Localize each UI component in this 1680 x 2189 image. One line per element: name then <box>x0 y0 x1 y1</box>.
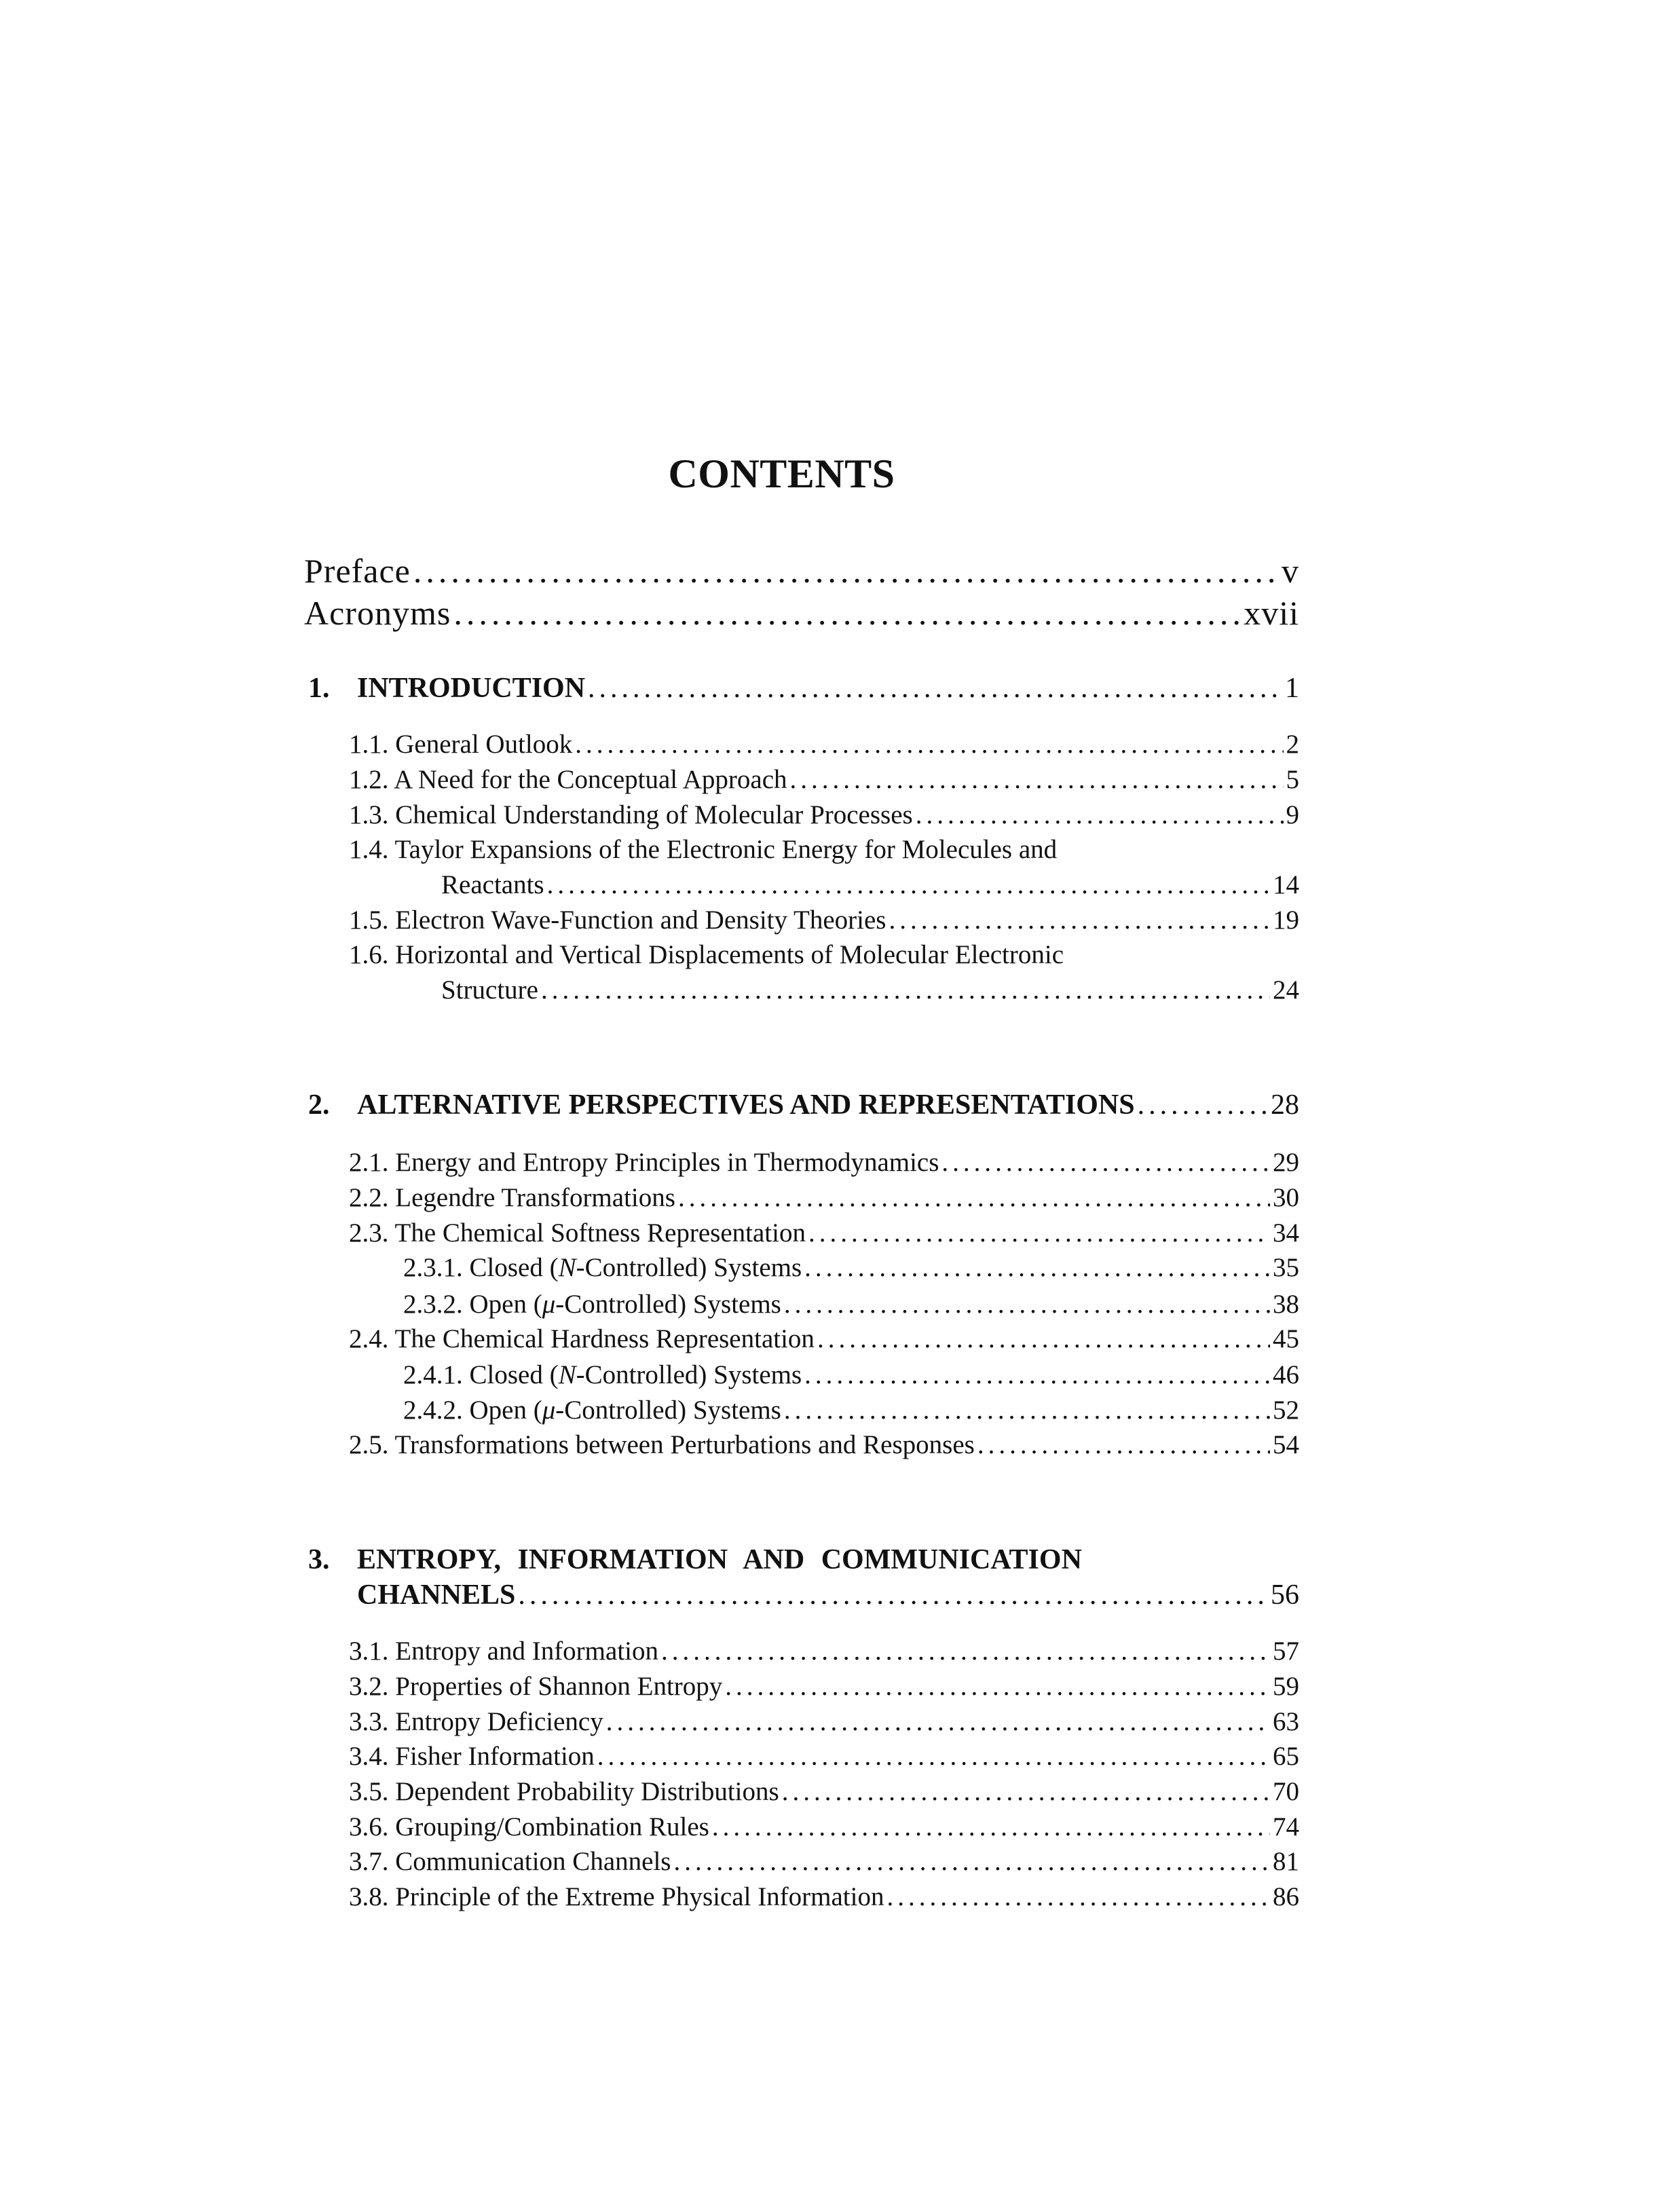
chapter-3-heading[interactable] <box>357 1579 1299 1611</box>
toc-entry-label: 2.4. The Chemical Hardness Representation <box>349 1324 815 1353</box>
toc-entry-2-3-1[interactable] <box>403 1252 1299 1283</box>
dot-leader <box>808 1218 1270 1248</box>
toc-entry-3-1[interactable] <box>349 1636 1299 1666</box>
toc-entry-page: xvii <box>1244 594 1299 632</box>
chapter-page: 56 <box>1271 1579 1299 1611</box>
toc-entry-page: 29 <box>1273 1148 1299 1177</box>
toc-entry-label: 2.3.2. Open (μ-Controlled) Systems <box>403 1290 781 1319</box>
toc-entry-1-4[interactable] <box>441 869 1299 900</box>
chapter-1-heading[interactable] <box>308 672 1299 705</box>
toc-entry-label: Acronyms <box>304 594 451 632</box>
toc-entry-page: 35 <box>1273 1253 1299 1282</box>
toc-entry-3-7[interactable] <box>349 1846 1299 1877</box>
toc-entry-1-2[interactable] <box>349 764 1299 795</box>
dot-leader <box>804 1252 1270 1283</box>
toc-entry-page: 30 <box>1273 1183 1299 1212</box>
toc-entry-label: 3.8. Principle of the Extreme Physical Information <box>349 1882 884 1911</box>
toc-entry-page: v <box>1282 552 1299 590</box>
toc-entry-3-4[interactable] <box>349 1741 1299 1772</box>
dot-leader <box>712 1812 1270 1842</box>
toc-entry-page: 57 <box>1273 1636 1299 1666</box>
dot-leader <box>453 593 1241 633</box>
dot-leader <box>790 764 1284 795</box>
toc-entry-label: 1.2. A Need for the Conceptual Approach <box>349 765 787 794</box>
dot-leader <box>782 1776 1270 1807</box>
toc-entry-label: 3.2. Properties of Shannon Entropy <box>349 1672 723 1701</box>
toc-entry-label: 1.3. Chemical Understanding of Molecular Processes <box>349 800 913 829</box>
toc-entry-label: 3.4. Fisher Information <box>349 1742 595 1771</box>
chapter-number: 2. <box>308 1089 330 1121</box>
toc-entry-label: 2.4.2. Open (μ-Controlled) Systems <box>403 1396 781 1425</box>
toc-entry-1-4-line1[interactable]: 1.4. Taylor Expansions of the Electronic Energy for Molecules and <box>349 835 1058 864</box>
dot-leader <box>413 551 1279 591</box>
toc-entry-label: 1.5. Electron Wave-Function and Density Theories <box>349 905 886 935</box>
dot-leader <box>784 1395 1270 1425</box>
toc-entry-2-3-2[interactable] <box>403 1289 1299 1320</box>
toc-entry-page: 74 <box>1273 1812 1299 1841</box>
toc-entry-1-1[interactable] <box>349 729 1299 760</box>
toc-entry-page: 81 <box>1273 1847 1299 1876</box>
toc-entry-acronyms[interactable] <box>304 593 1299 633</box>
dot-leader <box>817 1324 1270 1354</box>
toc-entry-page: 45 <box>1273 1324 1299 1353</box>
chapter-page: 1 <box>1285 673 1299 704</box>
toc-entry-page: 2 <box>1286 730 1299 759</box>
toc-entry-2-5[interactable] <box>349 1429 1299 1460</box>
toc-entry-1-6[interactable] <box>441 975 1299 1005</box>
toc-entry-2-1[interactable] <box>349 1147 1299 1178</box>
chapter-number: 1. <box>308 673 330 704</box>
toc-entry-label: 2.4.1. Closed (N-Controlled) Systems <box>403 1360 802 1389</box>
toc-entry-label: 2.2. Legendre Transformations <box>349 1183 675 1212</box>
toc-entry-page: 59 <box>1273 1672 1299 1701</box>
dot-leader <box>661 1636 1270 1666</box>
toc-entry-page: 19 <box>1273 905 1299 935</box>
toc-entry-label: Reactants <box>441 870 544 899</box>
page-title: CONTENTS <box>668 451 895 496</box>
dot-leader <box>1138 1089 1268 1121</box>
toc-entry-page: 46 <box>1273 1360 1299 1389</box>
toc-entry-2-3[interactable] <box>349 1218 1299 1248</box>
dot-leader <box>886 1882 1270 1912</box>
toc-entry-2-2[interactable] <box>349 1182 1299 1213</box>
toc-entry-page: 24 <box>1273 975 1299 1005</box>
dot-leader <box>588 672 1282 705</box>
toc-entry-label: 3.3. Entropy Deficiency <box>349 1707 603 1736</box>
dot-leader <box>804 1360 1270 1390</box>
dot-leader <box>916 800 1284 830</box>
dot-leader <box>673 1846 1270 1877</box>
toc-entry-page: 54 <box>1273 1430 1299 1459</box>
toc-entry-label: 2.1. Energy and Entropy Principles in Thermodynamics <box>349 1148 939 1177</box>
toc-entry-page: 14 <box>1273 870 1299 899</box>
toc-entry-3-6[interactable] <box>349 1812 1299 1842</box>
toc-entry-3-8[interactable] <box>349 1882 1299 1912</box>
toc-entry-preface[interactable] <box>304 551 1299 591</box>
toc-entry-page: 70 <box>1273 1777 1299 1806</box>
toc-entry-label: 2.5. Transformations between Perturbations and Responses <box>349 1430 975 1459</box>
chapter-page: 28 <box>1271 1089 1299 1121</box>
toc-entry-label: 3.6. Grouping/Combination Rules <box>349 1812 709 1841</box>
toc-entry-page: 34 <box>1273 1218 1299 1248</box>
toc-entry-page: 38 <box>1273 1290 1299 1319</box>
dot-leader <box>725 1671 1270 1702</box>
toc-entry-page: 52 <box>1273 1396 1299 1425</box>
toc-entry-label: 2.3.1. Closed (N-Controlled) Systems <box>403 1253 802 1282</box>
dot-leader <box>977 1429 1270 1460</box>
toc-entry-1-6-line1[interactable]: 1.6. Horizontal and Vertical Displacements of Molecular Electronic <box>349 940 1064 969</box>
toc-entry-1-5[interactable] <box>349 905 1299 935</box>
dot-leader <box>606 1706 1270 1737</box>
chapter-number: 3. <box>308 1544 330 1575</box>
toc-entry-3-3[interactable] <box>349 1706 1299 1737</box>
dot-leader <box>941 1147 1270 1178</box>
toc-entry-2-4-2[interactable] <box>403 1395 1299 1425</box>
toc-entry-label: 3.1. Entropy and Information <box>349 1636 658 1666</box>
chapter-2-heading[interactable] <box>308 1089 1299 1121</box>
toc-entry-label: 3.7. Communication Channels <box>349 1847 671 1876</box>
toc-entry-2-4[interactable] <box>349 1324 1299 1354</box>
dot-leader <box>678 1182 1270 1213</box>
chapter-title: INTRODUCTION <box>357 673 586 704</box>
chapter-3-heading-line1[interactable] <box>308 1543 1299 1576</box>
dot-leader <box>889 905 1270 935</box>
dot-leader <box>541 975 1270 1005</box>
toc-entry-label: Preface <box>304 552 411 590</box>
toc-entry-label: Structure <box>441 975 538 1005</box>
dot-leader <box>575 729 1283 760</box>
toc-entry-2-4-1[interactable] <box>403 1360 1299 1390</box>
toc-entry-label: 2.3. The Chemical Softness Representation <box>349 1218 806 1248</box>
dot-leader <box>547 869 1270 900</box>
chapter-title-line1: ENTROPY, INFORMATION AND COMMUNICATION <box>357 1544 1082 1575</box>
toc-entry-label: 1.1. General Outlook <box>349 730 573 759</box>
toc-entry-label: 3.5. Dependent Probability Distributions <box>349 1777 779 1806</box>
dot-leader <box>518 1579 1268 1611</box>
chapter-title: CHANNELS <box>357 1579 516 1611</box>
dot-leader <box>784 1289 1270 1320</box>
toc-entry-1-3[interactable] <box>349 800 1299 830</box>
toc-entry-page: 65 <box>1273 1742 1299 1771</box>
toc-entry-3-2[interactable] <box>349 1671 1299 1702</box>
dot-leader <box>597 1741 1270 1772</box>
chapter-title: ALTERNATIVE PERSPECTIVES AND REPRESENTATIONS <box>357 1089 1135 1121</box>
toc-entry-page: 63 <box>1273 1707 1299 1736</box>
toc-entry-page: 86 <box>1273 1882 1299 1911</box>
toc-entry-page: 5 <box>1286 765 1299 794</box>
toc-entry-page: 9 <box>1286 800 1299 829</box>
toc-entry-3-5[interactable] <box>349 1776 1299 1807</box>
